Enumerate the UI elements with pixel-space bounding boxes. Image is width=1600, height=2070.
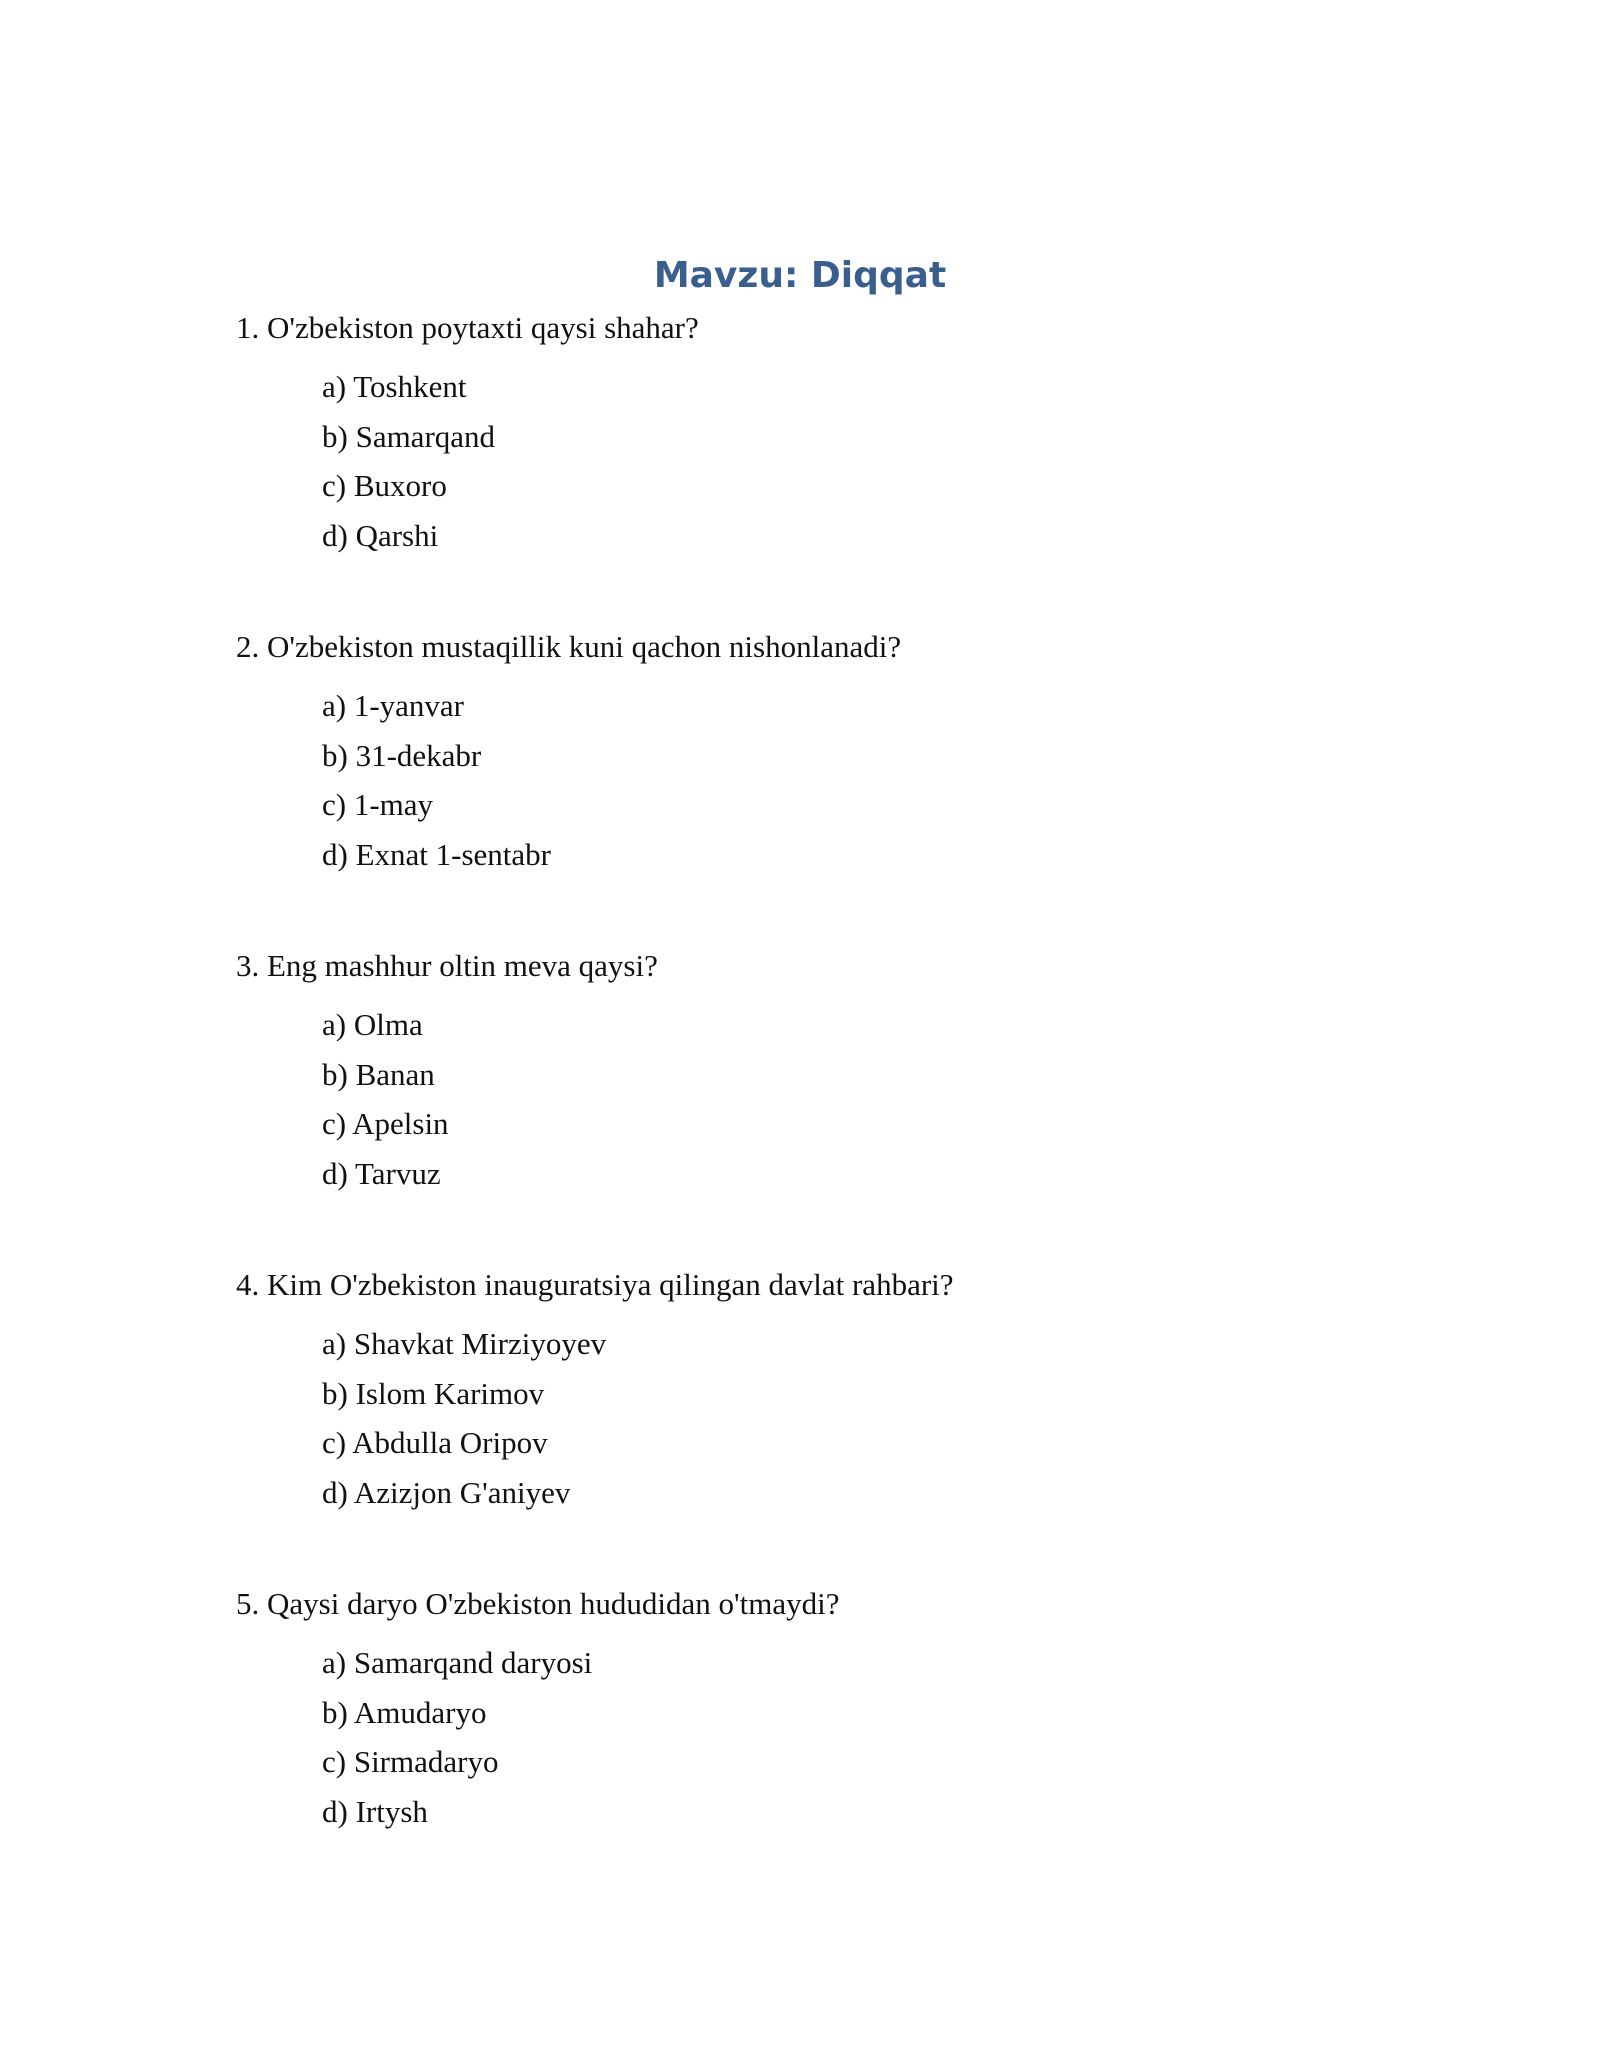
question-4 xyxy=(236,1263,1436,1517)
question-text: 4. Kim O'zbekiston inauguratsiya qilingan davlat rahbari? xyxy=(236,1267,954,1302)
option-c: c) Abdulla Oripov xyxy=(322,1425,548,1460)
question-2 xyxy=(236,625,1436,879)
question-text: 3. Eng mashhur oltin meva qaysi? xyxy=(236,948,658,983)
option-a: a) Samarqand daryosi xyxy=(322,1645,593,1680)
option-a: a) Shavkat Mirziyoyev xyxy=(322,1326,607,1361)
question-5 xyxy=(236,1582,1436,1836)
option-a: a) Toshkent xyxy=(322,369,467,404)
option-b: b) Banan xyxy=(322,1056,435,1092)
option-c: c) 1-may xyxy=(322,787,434,822)
option-list xyxy=(236,1319,1436,1517)
question-3 xyxy=(236,944,1436,1198)
question-text: 1. O'zbekiston poytaxti qaysi shahar? xyxy=(236,310,699,345)
option-d: d) Azizjon G'aniyev xyxy=(322,1474,571,1510)
option-c: c) Sirmadaryo xyxy=(322,1744,499,1779)
option-d: d) Exnat 1-sentabr xyxy=(322,836,551,872)
option-d: d) Qarshi xyxy=(322,517,439,553)
question-text: 5. Qaysi daryo O'zbekiston hududidan o'tmaydi? xyxy=(236,1586,840,1621)
option-b: b) Amudaryo xyxy=(322,1694,487,1730)
option-b: b) Islom Karimov xyxy=(322,1375,545,1411)
option-list xyxy=(236,1000,1436,1198)
option-c: c) Buxoro xyxy=(322,468,447,503)
option-a: a) 1-yanvar xyxy=(322,688,464,723)
option-b: b) 31-dekabr xyxy=(322,737,482,773)
question-1 xyxy=(236,306,1436,560)
quiz-list xyxy=(236,306,1436,1901)
option-d: d) Tarvuz xyxy=(322,1155,441,1191)
document-title: Mavzu: Diqqat xyxy=(653,255,947,296)
question-text: 2. O'zbekiston mustaqillik kuni qachon nishonlanadi? xyxy=(236,629,902,664)
option-list xyxy=(236,362,1436,560)
option-list xyxy=(236,681,1436,879)
option-d: d) Irtysh xyxy=(322,1793,428,1829)
option-c: c) Apelsin xyxy=(322,1106,449,1141)
option-a: a) Olma xyxy=(322,1007,423,1042)
option-b: b) Samarqand xyxy=(322,418,496,454)
option-list xyxy=(236,1638,1436,1836)
